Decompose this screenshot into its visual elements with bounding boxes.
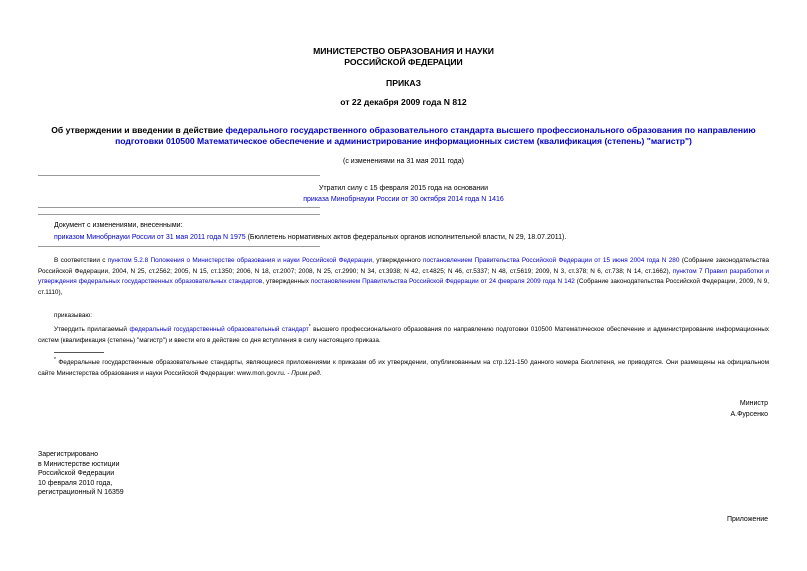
footnote-italic: Прим.ред.: [291, 369, 322, 377]
appendix-label: Приложение: [726, 516, 768, 523]
preamble-text: (Собрание законодательства Российской Федерации, 2009, N 9, ст.1110),: [38, 278, 769, 296]
preamble-text: , утвержденных: [262, 278, 311, 285]
divider: [38, 175, 320, 176]
document-title: [30, 125, 777, 147]
registration-block: [38, 450, 124, 498]
standard-link-part1[interactable]: федерального государственного образовательного стандарта высшего профессионального образования по направлению: [225, 125, 756, 135]
registration-line: 10 февраля 2010 года,: [38, 479, 113, 487]
fgos-link[interactable]: федеральный государственный образовательный стандарт: [129, 326, 309, 334]
preamble-paragraph: [38, 256, 769, 298]
divider: [38, 207, 320, 208]
amend-doc-tail: (Бюллетень нормативных актов федеральных органов исполнительной власти, N 29, 18.07.2011).: [245, 234, 567, 241]
preamble-text: , утвержденного: [372, 257, 424, 264]
registration-line: Российской Федерации: [38, 470, 115, 477]
expired-notice: Утратил силу с 15 февраля 2015 года на основании: [318, 185, 489, 192]
prikazyvayu-label: приказываю:: [54, 312, 92, 319]
government-decree-280-link[interactable]: постановлением Правительства Российской Федерации от 15 июня 2004 года N 280: [423, 257, 680, 264]
footnote-divider: [54, 352, 104, 353]
order-paragraph: [38, 322, 769, 346]
standard-link-part2[interactable]: подготовки 010500 Математическое обеспечение и администрирование информационных систем (квалификация (степень) "магистр"): [115, 136, 692, 146]
registration-line: в Министерстве юстиции: [38, 460, 120, 468]
government-decree-142-link[interactable]: постановлением Правительства Российской Федерации от 24 февраля 2009 года N 142: [310, 278, 575, 285]
regulation-link[interactable]: пунктом 5.2.8 Положения о Министерстве образования и науки Российской Федерации: [107, 257, 373, 264]
amendments-note: (с изменениями на 31 мая 2011 года): [343, 158, 464, 165]
amend-order-link[interactable]: приказом Минобрнауки России от 31 мая 2011 года N 1975: [54, 234, 246, 241]
preamble-text: В соответствии с: [54, 257, 108, 264]
rules-link[interactable]: пунктом 7 Правил разработки и утверждения федеральных государственных образовательных стандартов: [38, 267, 769, 285]
signatory-position: Министр: [739, 400, 768, 407]
order-word: ПРИКАЗ: [386, 78, 421, 88]
footnote-mark: *: [54, 357, 56, 363]
footnote-ref: *: [308, 324, 311, 330]
amend-doc-line: Документ с изменениями, внесенными:: [54, 222, 183, 229]
order-text: высшего профессионального образования по направлению подготовки 010500 Математическое обеспечение и администрирование информационных систем (квалификация (степень) "магистр") и ввести его в действие со дня вступления в силу настоящего приказа.: [38, 326, 769, 344]
divider: [38, 246, 320, 247]
title-prefix: Об утверждении и введении в действие: [51, 125, 226, 135]
ministry-line-2: РОССИЙСКОЙ ФЕДЕРАЦИИ: [344, 57, 463, 67]
divider: [38, 214, 320, 215]
order-text: Утвердить прилагаемый: [54, 326, 130, 334]
signatory-name: А.Фурсенко: [730, 411, 768, 418]
footnote-paragraph: [38, 355, 769, 379]
footnote-text: Федеральные государственные образовательные стандарты, являющиеся приложениями к приказам об их утверждении, опубликованным на стр.121-150 данного номера Бюллетеня, не приводятся. Они размещены на официальном сайте Министерства образования и науки Российской Федерации: www.mon.gov.ru. -: [38, 359, 769, 377]
expired-order-link[interactable]: приказа Минобрнауки России от 30 октября 2014 года N 1416: [303, 196, 504, 203]
registration-line: Зарегистрировано: [38, 451, 98, 458]
registration-line: регистрационный N 16359: [38, 489, 124, 496]
amend-doc-source: [54, 233, 774, 243]
ministry-line-1: МИНИСТЕРСТВО ОБРАЗОВАНИЯ И НАУКИ: [313, 46, 494, 56]
order-date: от 22 декабря 2009 года N 812: [340, 97, 467, 107]
preamble-text: (Собрание законодательства Российской Федерации, 2004, N 25, ст.2562; 2005, N 15, ст.1350; 2006, N 18, ст.2007; 2008, N 25, ст.2990; N 34, ст.3938; N 42, ст.4825; N 46, ст.5337; N 48, ст.5619; 2009, N 3, ст.378; N 6, ст.738; N 14, ст.1662),: [38, 257, 770, 275]
